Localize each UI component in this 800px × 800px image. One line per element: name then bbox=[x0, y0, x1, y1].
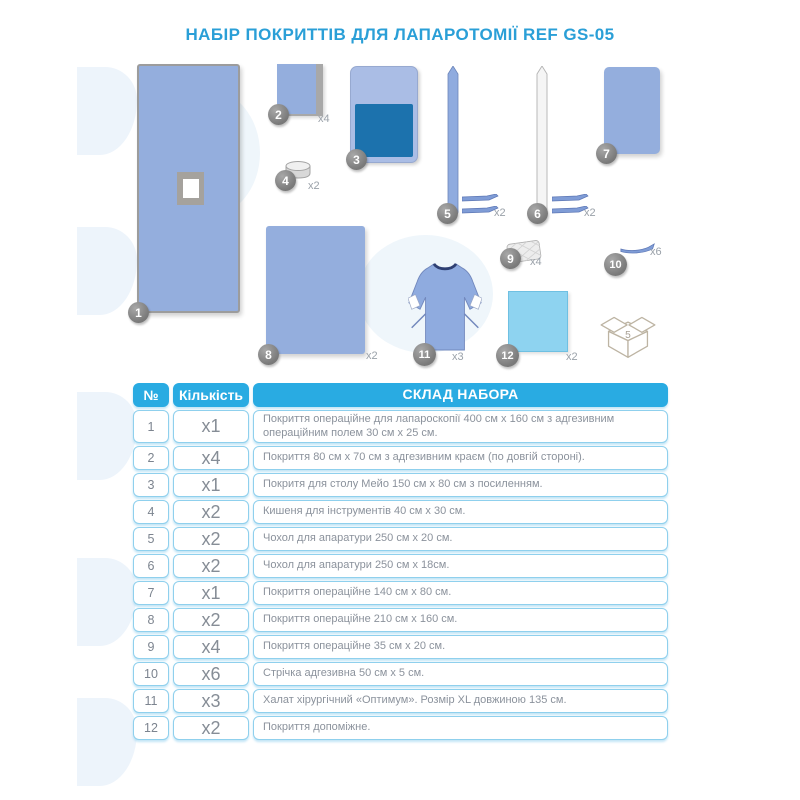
item-badge-11: 11 bbox=[413, 343, 436, 366]
qty-label-item-8: x2 bbox=[366, 350, 378, 362]
mayo-cover-dark-fill bbox=[355, 104, 413, 157]
row-number: 1 bbox=[133, 410, 169, 443]
qty-label-item-9: x4 bbox=[530, 256, 542, 268]
item-badge-7: 7 bbox=[596, 143, 617, 164]
qty-label-item-4: x2 bbox=[308, 180, 320, 192]
row-description: Чохол для апаратури 250 см х 18см. bbox=[253, 554, 668, 578]
table-header-row bbox=[133, 383, 668, 407]
row-number: 5 bbox=[133, 527, 169, 551]
item-badge-6: 6 bbox=[527, 203, 548, 224]
row-quantity: x3 bbox=[173, 689, 249, 713]
item-badge-2: 2 bbox=[268, 104, 289, 125]
qty-label-item-6: x2 bbox=[584, 207, 596, 219]
equipment-cover-white-illustration bbox=[536, 66, 548, 216]
row-quantity: x2 bbox=[173, 527, 249, 551]
box-count-label: 5 bbox=[625, 329, 631, 341]
row-number: 8 bbox=[133, 608, 169, 632]
qty-label-item-2: x4 bbox=[318, 113, 330, 125]
qty-label-item-10: x6 bbox=[650, 246, 662, 258]
row-quantity: x6 bbox=[173, 662, 249, 686]
table-row bbox=[133, 635, 668, 659]
row-quantity: x4 bbox=[173, 635, 249, 659]
row-description: Покриття операційне 210 см х 160 см. bbox=[253, 608, 668, 632]
row-description: Покритя для столу Мейо 150 см х 80 см з посиленням. bbox=[253, 473, 668, 497]
drape-140x80-illustration bbox=[604, 67, 660, 154]
row-description: Стрічка адгезивна 50 см х 5 см. bbox=[253, 662, 668, 686]
row-description: Покриття 80 см х 70 см з адгезивним краєм (по довгій стороні). bbox=[253, 446, 668, 470]
col-header-quantity: Кількість bbox=[173, 383, 249, 407]
table-row bbox=[133, 716, 668, 740]
carton-box-icon bbox=[597, 311, 659, 361]
row-description: Покриття операційне 140 см х 80 см. bbox=[253, 581, 668, 605]
drape-210x160-illustration bbox=[266, 226, 365, 354]
table-row bbox=[133, 581, 668, 605]
row-number: 3 bbox=[133, 473, 169, 497]
kit-contents-table bbox=[133, 383, 668, 743]
item-badge-8: 8 bbox=[258, 344, 279, 365]
item-badge-10: 10 bbox=[604, 253, 627, 276]
surgical-gown-illustration bbox=[408, 258, 482, 355]
row-number: 9 bbox=[133, 635, 169, 659]
row-number: 10 bbox=[133, 662, 169, 686]
cover-tie-icon bbox=[462, 194, 500, 203]
drape-window-opening bbox=[183, 179, 199, 198]
page-title-ref: REF GS-05 bbox=[523, 25, 615, 44]
row-number: 2 bbox=[133, 446, 169, 470]
row-description: Кишеня для інструментів 40 см х 30 см. bbox=[253, 500, 668, 524]
row-quantity: x2 bbox=[173, 554, 249, 578]
row-quantity: x2 bbox=[173, 500, 249, 524]
auxiliary-drape-illustration bbox=[508, 291, 568, 352]
cover-tie-icon bbox=[552, 194, 590, 203]
table-row bbox=[133, 662, 668, 686]
item-badge-3: 3 bbox=[346, 149, 367, 170]
qty-label-item-11: x3 bbox=[452, 351, 464, 363]
table-row bbox=[133, 410, 668, 443]
row-quantity: x2 bbox=[173, 716, 249, 740]
table-row bbox=[133, 446, 668, 470]
table-row bbox=[133, 527, 668, 551]
row-description: Покриття операційне для лапароскопії 400 см х 160 см з адгезивним операційним полем 30 см х 25 см. bbox=[253, 410, 668, 443]
row-number: 7 bbox=[133, 581, 169, 605]
equipment-cover-blue-illustration bbox=[447, 66, 459, 216]
row-description: Чохол для апаратури 250 см х 20 см. bbox=[253, 527, 668, 551]
drape-window-frame bbox=[177, 172, 204, 205]
row-quantity: x1 bbox=[173, 581, 249, 605]
table-row bbox=[133, 500, 668, 524]
row-description: Покриття допоміжне. bbox=[253, 716, 668, 740]
qty-label-item-5: x2 bbox=[494, 207, 506, 219]
page-title-text: НАБІР ПОКРИТТІВ ДЛЯ ЛАПАРОТОМІЇ bbox=[185, 25, 518, 44]
row-quantity: x4 bbox=[173, 446, 249, 470]
col-header-contents: СКЛАД НАБОРА bbox=[253, 383, 668, 407]
item-badge-12: 12 bbox=[496, 344, 519, 367]
qty-label-item-12: x2 bbox=[566, 351, 578, 363]
table-row bbox=[133, 473, 668, 497]
item-badge-4: 4 bbox=[275, 170, 296, 191]
row-number: 6 bbox=[133, 554, 169, 578]
row-quantity: x2 bbox=[173, 608, 249, 632]
row-quantity: x1 bbox=[173, 410, 249, 443]
table-row bbox=[133, 554, 668, 578]
laparoscopy-drape-illustration bbox=[137, 64, 240, 313]
row-number: 11 bbox=[133, 689, 169, 713]
table-row bbox=[133, 689, 668, 713]
mayo-stand-cover-illustration bbox=[350, 66, 418, 163]
row-number: 12 bbox=[133, 716, 169, 740]
row-quantity: x1 bbox=[173, 473, 249, 497]
row-description: Халат хірургічний «Оптимум». Розмір XL довжиною 135 см. bbox=[253, 689, 668, 713]
row-number: 4 bbox=[133, 500, 169, 524]
col-header-number: № bbox=[133, 383, 169, 407]
page-title bbox=[0, 25, 800, 45]
item-badge-1: 1 bbox=[128, 302, 149, 323]
item-badge-9: 9 bbox=[500, 248, 521, 269]
table-row bbox=[133, 608, 668, 632]
row-description: Покриття операційне 35 см х 20 см. bbox=[253, 635, 668, 659]
item-badge-5: 5 bbox=[437, 203, 458, 224]
